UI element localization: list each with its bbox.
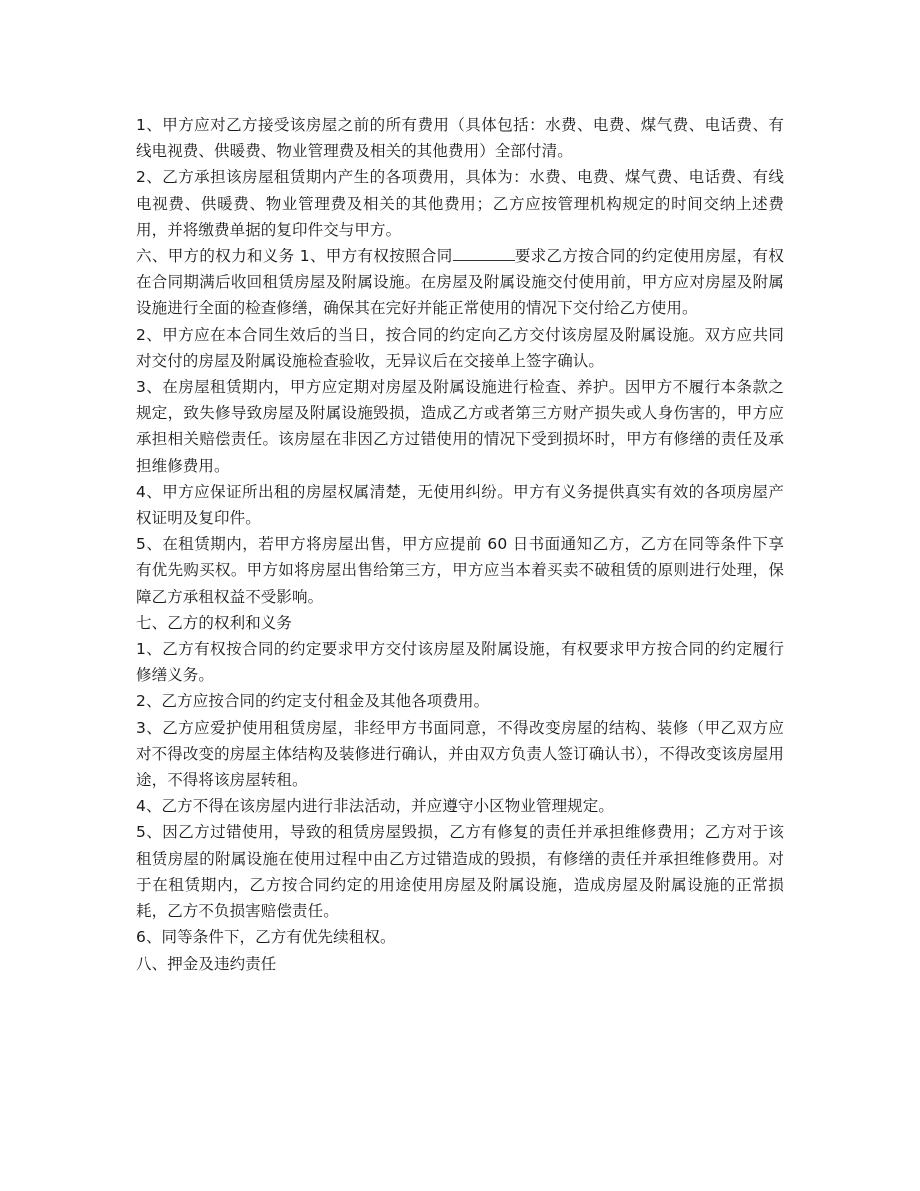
paragraph-5: 3、在房屋租赁期内，甲方应定期对房屋及附属设施进行检查、养护。因甲方不履行本条款之规定，致失修导致房屋及附属设施毁损，造成乙方或者第三方财产损失或人身伤害的，甲方应承担相关赔偿责任。该房屋在非因乙方过错使用的情况下受到损坏时，甲方有修缮的责任及承担维修费用。: [136, 378, 784, 475]
section-6-text-before: 六、甲方的权力和义务 1、甲方有权按照合同: [136, 247, 453, 266]
paragraph-2: 2、乙方承担该房屋租赁期内产生的各项费用，具体为：水费、电费、煤气费、电话费、有线电视费、供暖费、物业管理费及相关的其他费用；乙方应按管理机构规定的时间交纳上述费用，并将缴费单据的复印件交与甲方。: [136, 168, 784, 239]
section-8-heading: 八、押金及违约责任: [136, 954, 277, 973]
fill-in-blank: [453, 246, 515, 261]
section-6-text-after: 要求乙方按合同的约定使用房屋，有权在合同期满后收回租赁房屋及附属设施。在房屋及附属设施交付使用前，甲方应对房屋及附属设施进行全面的检查修缮，确保其在完好并能正常使用的情况下交付给乙方使用。: [136, 247, 785, 318]
paragraph-12: 4、乙方不得在该房屋内进行非法活动，并应遵守小区物业管理规定。: [136, 797, 614, 816]
paragraph-9: 1、乙方有权按合同的约定要求甲方交付该房屋及附属设施，有权要求甲方按合同的约定履行修缮义务。: [136, 640, 784, 685]
paragraph-14: 6、同等条件下，乙方有优先续租权。: [136, 928, 396, 947]
paragraph-4: 2、甲方应在本合同生效后的当日，按合同的约定向乙方交付该房屋及附属设施。双方应共同对交付的房屋及附属设施检查验收，无异议后在交接单上签字确认。: [136, 325, 784, 370]
document-body: [136, 112, 784, 977]
section-7-heading: 七、乙方的权利和义务: [136, 613, 293, 632]
paragraph-6: 4、甲方应保证所出租的房屋权属清楚，无使用纠纷。甲方有义务提供真实有效的各项房屋产权证明及复印件。: [136, 482, 784, 528]
paragraph-section-6: [136, 243, 784, 322]
paragraph-1: 1、甲方应对乙方接受该房屋之前的所有费用（具体包括：水费、电费、煤气费、电话费、有线电视费、供暖费、物业管理费及相关的其他费用）全部付清。: [136, 116, 784, 161]
paragraph-7: 5、在租赁期内，若甲方将房屋出售，甲方应提前 60 日书面通知乙方，乙方在同等条件下享有优先购买权。甲方如将房屋出售给第三方，甲方应当本着买卖不破租赁的原则进行处理，保障乙方承租权益不受影响。: [136, 535, 784, 606]
paragraph-10: 2、乙方应按合同的约定支付租金及其他各项费用。: [136, 692, 490, 711]
paragraph-13: 5、因乙方过错使用，导致的租赁房屋毁损，乙方有修复的责任并承担维修费用；乙方对于该租赁房屋的附属设施在使用过程中由乙方过错造成的毁损，有修缮的责任并承担维修费用。对于在租赁期内，乙方按合同约定的用途使用房屋及附属设施，造成房屋及附属设施的正常损耗，乙方不负损害赔偿责任。: [136, 823, 784, 921]
paragraph-11: 3、乙方应爱护使用租赁房屋，非经甲方书面同意，不得改变房屋的结构、装修（甲乙双方应对不得改变的房屋主体结构及装修进行确认，并由双方负责人签订确认书），不得改变该房屋用途，不得将该房屋转租。: [136, 718, 784, 790]
